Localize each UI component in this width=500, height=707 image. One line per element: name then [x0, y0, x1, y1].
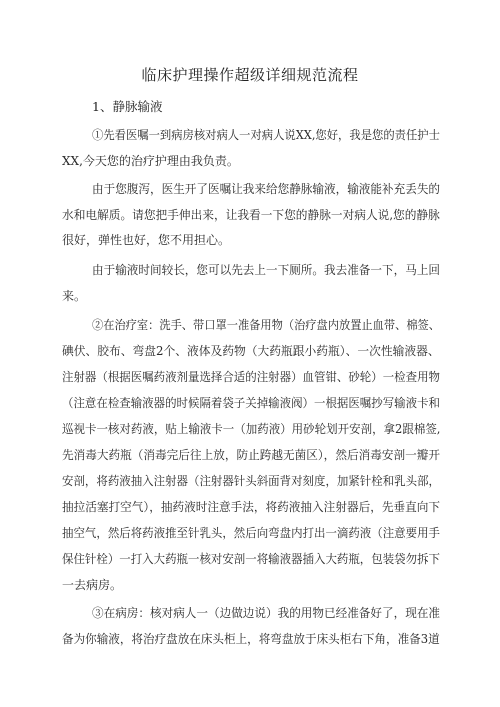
paragraph-line: ②在治疗室：洗手、带口罩一准备用物（治疗盘内放置止血带、棉签、: [92, 318, 441, 332]
paragraph-line: （注意在检查输液器的时候隔着袋子关掉输液阀）一根据医嘱抄写输液卡和: [62, 396, 440, 410]
paragraph-line: 注射器（根据医嘱药液剂量选择合适的注射器）血管钳、砂轮）一检查用物: [62, 370, 440, 384]
paragraph-line: 水和电解质。请您把手伸出来，让我看一下您的静脉一对病人说,您的静脉: [62, 208, 440, 222]
paragraph-line: 抽空气，然后将药液推至针乳头，然后向弯盘内打出一滴药液（注意要用手: [62, 526, 440, 540]
paragraph-line: 来。: [62, 289, 87, 303]
paragraph-line: 巡视卡一核对药液，贴上输液卡一（加药液）用砂轮划开安剖，拿2跟棉签,: [62, 422, 441, 436]
paragraph-line: 抽拉活塞打空气），抽药液时注意手法，将药液抽入注射器后，先垂直向下: [62, 500, 441, 514]
paragraph-line: 由于输液时间较长，您可以先去上一下厕所。我去准备一下，马上回: [92, 263, 441, 277]
paragraph-line: 先消毒大药瓶（消毒完后往上放，防止跨越无菌区），然后消毒安剖一瓣开: [62, 448, 441, 462]
document-title: 临床护理操作超级详细规范流程: [141, 66, 359, 84]
paragraph-line: 很好，弹性也好，您不用担心。: [62, 233, 231, 247]
paragraph-line: 安剖，将药液抽入注射器（注射器针头斜面背对刻度，加紧针栓和乳头部，: [62, 474, 440, 488]
paragraph-line: XX,今天您的治疗护理由我负责。: [62, 154, 239, 168]
paragraph-line: 备为你输液，将治疗盘放在床头柜上，将弯盘放于床头柜右下角，准备3道: [62, 632, 440, 646]
paragraph-line: ①先看医嘱一到病房核对病人一对病人说XX,您好，我是您的责任护士: [92, 128, 440, 142]
paragraph-line: 保住针栓）一打入大药瓶一核对安剖一将输液器插入大药瓶，包装袋勿拆下: [62, 552, 440, 566]
paragraph-line: 碘伏、胶布、弯盘2个、液体及药物（大药瓶跟小药瓶）、一次性输液器、: [62, 344, 440, 358]
paragraph-line: 由于您腹泻，医生开了医嘱让我来给您静脉输液，输液能补充丢失的: [92, 182, 441, 196]
paragraph-line: ③在病房：核对病人一（边做边说）我的用物已经准备好了，现在准: [92, 606, 441, 620]
section-heading: 1、静脉输液: [92, 99, 163, 114]
paragraph-line: 一去病房。: [62, 578, 123, 592]
